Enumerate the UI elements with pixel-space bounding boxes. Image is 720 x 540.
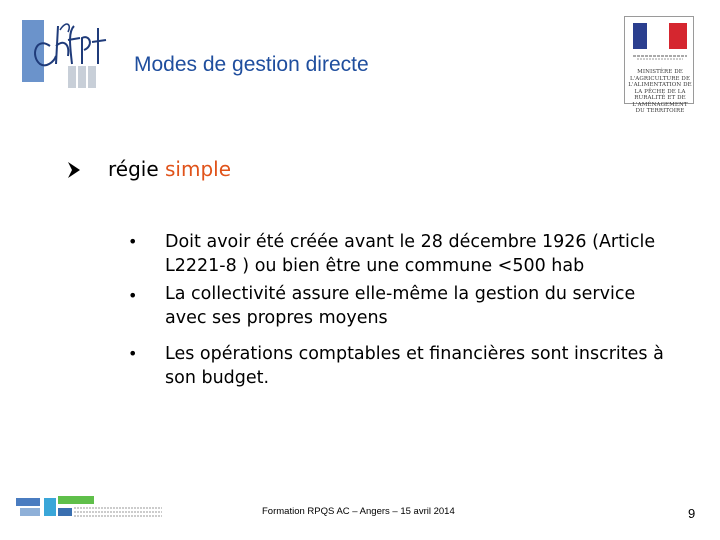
- footer-text: Formation RPQS AC – Angers – 15 avril 2014: [262, 506, 455, 517]
- bullet-dot-2: •: [128, 286, 138, 305]
- page-number: 9: [688, 506, 696, 521]
- french-flag-icon: [633, 23, 687, 49]
- list-item: Les opérations comptables et financières sont inscrites à son budget.: [165, 344, 664, 388]
- republique-francaise-mark: [631, 53, 689, 61]
- ministry-logo: [624, 16, 694, 114]
- arrow-bullet-icon: [66, 160, 82, 180]
- main-bullet: [108, 157, 231, 181]
- cnfpt-logo: [16, 16, 116, 96]
- bullet-dot-3: •: [128, 344, 138, 363]
- slide-title: Modes de gestion directe: [134, 53, 369, 76]
- services-logo: [14, 494, 166, 520]
- list-item: La collectivité assure elle-même la gestion du service avec ses propres moyens: [165, 284, 636, 328]
- main-bullet-accent: simple: [165, 157, 232, 181]
- bullet-dot-1: •: [128, 232, 138, 251]
- list-item: Doit avoir été créée avant le 28 décembre 1926 (Article L2221-8 ) ou bien être une commune <500 hab: [165, 232, 656, 276]
- ministry-name: MINISTÈRE DE L'AGRICULTURE DE L'ALIMENTATION DE LA PÊCHE DE LA RURALITÉ ET DE L'AMÉNAGEMENT DU TERRITOIRE: [628, 69, 692, 114]
- main-bullet-text: régie: [108, 157, 166, 181]
